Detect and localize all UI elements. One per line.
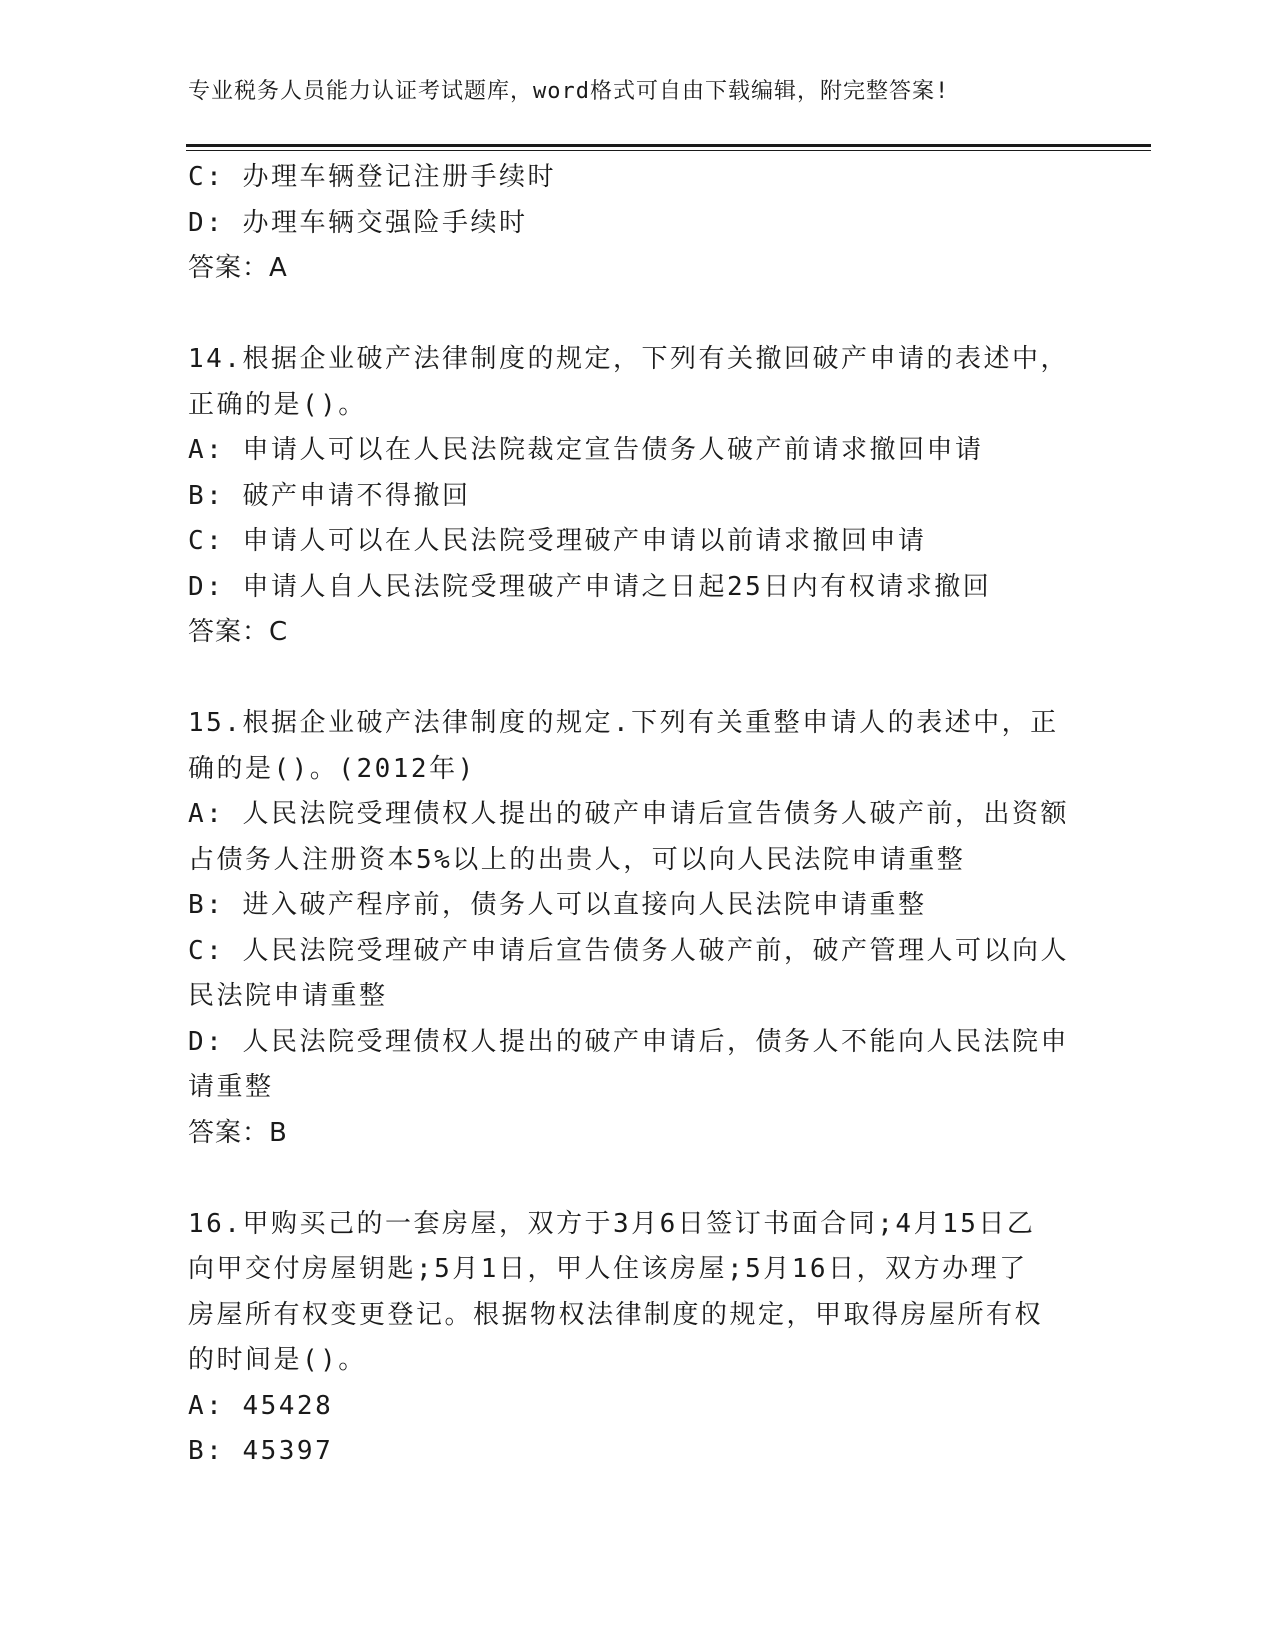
option-c: C: 人民法院受理破产申请后宣告债务人破产前，破产管理人可以向人 — [188, 935, 1069, 966]
question-stem: 正确的是()。 — [188, 389, 367, 420]
spacer — [188, 292, 1088, 338]
option-a: A: 45428 — [188, 1390, 334, 1421]
answer-line: 答案：A — [188, 253, 288, 283]
question-stem: 的时间是()。 — [188, 1345, 367, 1375]
answer-line: 答案：B — [188, 1117, 288, 1148]
option-d: D: 人民法院受理债权人提出的破产申请后，债务人不能向人民法院申 — [188, 1026, 1069, 1057]
answer-line: 答案：C — [188, 617, 289, 647]
question-16 — [188, 1202, 1088, 1475]
question-13-tail — [188, 155, 1088, 292]
option-c: 民法院申请重整 — [188, 981, 388, 1011]
question-stem: 向甲交付房屋钥匙;5月1日，甲人住该房屋;5月16日，双方办理了 — [188, 1254, 1028, 1284]
option-d: 请重整 — [188, 1072, 274, 1102]
header-divider-thin — [186, 150, 1151, 151]
option-a: A: 人民法院受理债权人提出的破产申请后宣告债务人破产前，出资额 — [188, 799, 1069, 829]
page-header-title: 专业税务人员能力认证考试题库，word格式可自由下载编辑，附完整答案! — [188, 79, 950, 104]
option-b: B: 破产申请不得撤回 — [188, 480, 471, 511]
header-divider-thick — [186, 144, 1151, 147]
question-stem: 15.根据企业破产法律制度的规定.下列有关重整申请人的表述中，正 — [188, 708, 1059, 738]
option-a: A: 申请人可以在人民法院裁定宣告债务人破产前请求撤回申请 — [188, 435, 984, 465]
question-stem: 确的是()。(2012年) — [188, 753, 476, 784]
spacer — [188, 656, 1088, 702]
option-d: D: 办理车辆交强险手续时 — [188, 207, 528, 238]
option-d: D: 申请人自人民法院受理破产申请之日起25日内有权请求撤回 — [188, 571, 992, 602]
question-stem: 14.根据企业破产法律制度的规定，下列有关撤回破产申请的表述中， — [188, 344, 1069, 374]
option-c: C: 办理车辆登记注册手续时 — [188, 162, 556, 192]
option-b: B: 45397 — [188, 1436, 334, 1466]
question-14 — [188, 337, 1088, 656]
question-stem: 16.甲购买己的一套房屋，双方于3月6日签订书面合同;4月15日乙 — [188, 1208, 1036, 1239]
question-15 — [188, 701, 1088, 1156]
question-stem: 房屋所有权变更登记。根据物权法律制度的规定，甲取得房屋所有权 — [188, 1299, 1044, 1330]
question-content — [188, 155, 1088, 1475]
spacer — [188, 1156, 1088, 1202]
option-c: C: 申请人可以在人民法院受理破产申请以前请求撤回申请 — [188, 526, 927, 556]
option-a: 占债务人注册资本5%以上的出贵人，可以向人民法院申请重整 — [188, 844, 966, 875]
option-b: B: 进入破产程序前，债务人可以直接向人民法院申请重整 — [188, 890, 927, 920]
